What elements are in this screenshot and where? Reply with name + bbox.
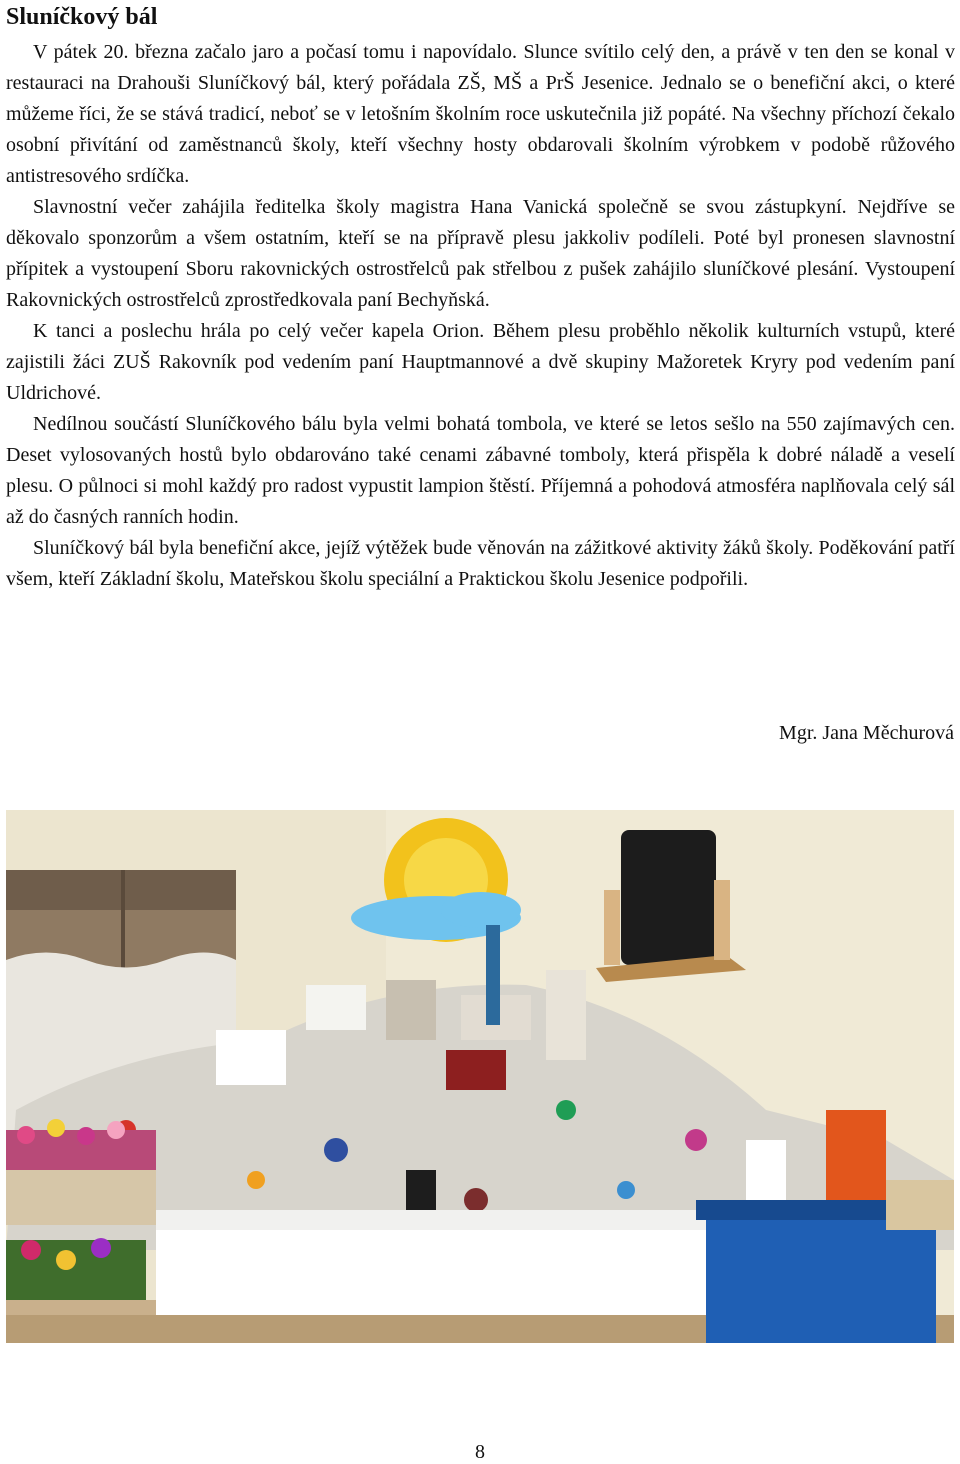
paragraph-2: Slavnostní večer zahájila ředitelka školy magistra Hana Vanická společně se svou zástupkyní. Nejdříve se děkovalo sponzorům a všem ostatním, kteří se na přípravě plesu jakkoliv podíleli. Poté byl pronesen slavnostní přípitek a vystoupení Sboru rakovnických ostrostřelců pak střelbou z pušek zahájilo sluníčkové plesání. Vystoupení Rakovnických ostrostřelců zprostředkovala paní Bechyňská. <box>6 196 955 311</box>
tombola-photo <box>6 810 954 1343</box>
paragraph-5: Sluníčkový bál byla benefiční akce, jejíž výtěžek bude věnován na zážitkové aktivity žáků školy. Poděkování patří všem, kteří Základní školu, Mateřskou školu speciální a Praktickou školu Jesenice podpořili. <box>6 537 955 590</box>
speaker <box>621 830 716 965</box>
author-signature: Mgr. Jana Měchurová <box>779 722 954 744</box>
paragraph-3: K tanci a poslechu hrála po celý večer kapela Orion. Během plesu proběhlo několik kulturních vstupů, které zajistili žáci ZUŠ Rakovník pod vedením paní Hauptmannové a dvě skupiny Mažoretek Kryry pod vedením paní Uldrichové. <box>6 320 955 404</box>
paragraph-1: V pátek 20. března začalo jaro a počasí tomu i napovídalo. Slunce svítilo celý den, a právě v ten den se konal v restauraci na Drahouši Sluníčkový bál, který pořádala ZŠ, MŠ a PrŠ Jesenice. Jednalo se o benefiční akci, o které můžeme říci, že se stává tradicí, neboť se v letošním školním roce uskutečnila již popáté. Na všechny příchozí čekalo osobní přivítání od zaměstnanců školy, kteří všechny hosty obdarovali školním výrobkem v podobě růžového antistresového srdíčka. <box>6 41 955 187</box>
paragraph-4: Nedílnou součástí Sluníčkového bálu byla velmi bohatá tombola, ve které se letos sešlo na 550 zajímavých cen. Deset vylosovaných hostů bylo obdarováno také cenami zábavné tomboly, která přispěla k dobré náladě a veselí plesu. O půlnoci si mohl každý pro radost vypustit lampion štěstí. Příjemná a pohodová atmosféra naplňovala celý sál až do časných ranních hodin. <box>6 413 955 528</box>
article-body <box>6 37 955 595</box>
article-title: Sluníčkový bál <box>6 4 158 30</box>
page-number: 8 <box>475 1441 485 1463</box>
